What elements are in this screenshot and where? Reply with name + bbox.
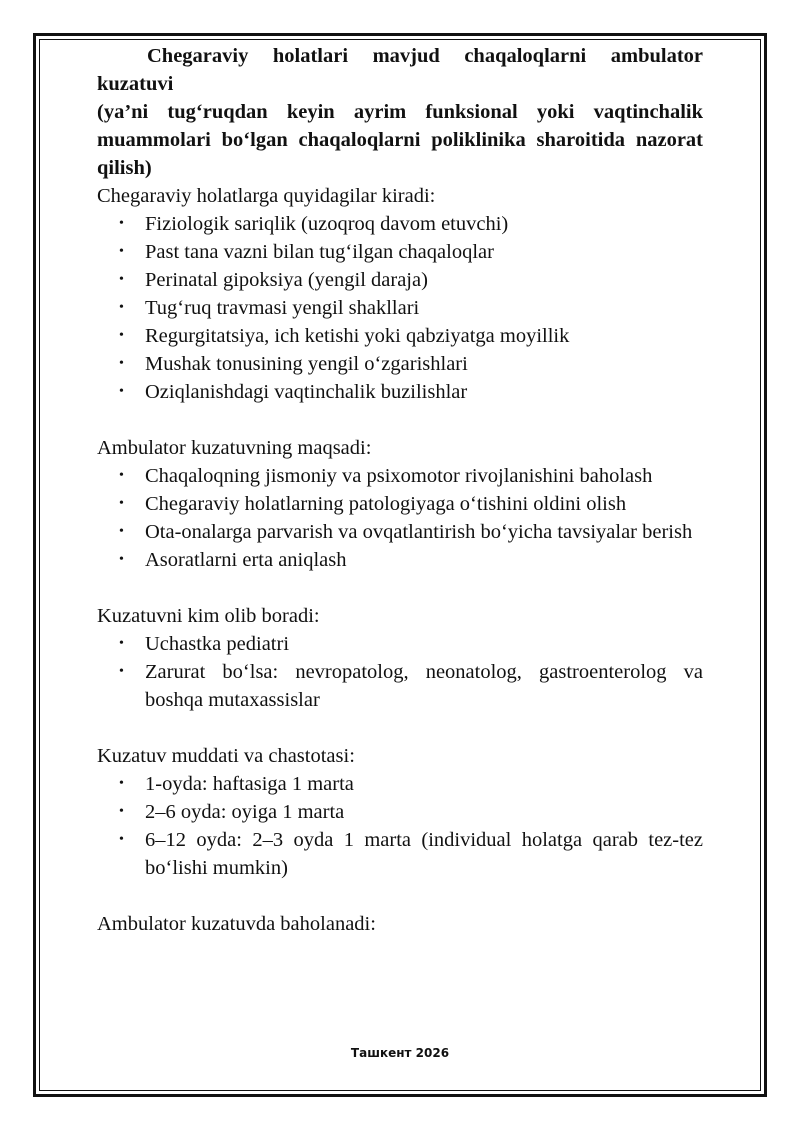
section-label-assessed: Ambulator kuzatuvda baholanadi: [97,913,376,935]
list-item: • Asoratlarni erta aniqlash [97,546,703,574]
section-label-who-observes: Kuzatuvni kim olib boradi: [97,605,320,627]
list-item: • Perinatal gipoksiya (yengil daraja) [97,266,703,294]
list-item: • Ota-onalarga parvarish va ovqatlantirish bo‘yicha tavsiyalar berish [97,518,703,546]
list-item: • Fiziologik sariqlik (uzoqroq davom etuvchi) [97,210,703,238]
list-item: • Chaqaloqning jismoniy va psixomotor rivojlanishini baholash [97,462,703,490]
page-footer: Ташкент 2026 [350,1046,450,1060]
paragraph-spacer [97,574,703,602]
section-label-frequency: Kuzatuv muddati va chastotasi: [97,745,355,767]
bullet-list-who-observes [97,630,703,714]
list-item: • Oziqlanishdagi vaqtinchalik buzilishlar [97,378,703,406]
list-item: • 1-oyda: haftasiga 1 marta [97,770,703,798]
list-item: • 6–12 oyda: 2–3 oyda 1 marta (individual holatga qarab tez-tez bo‘lishi mumkin) [97,826,703,882]
list-item: • Mushak tonusining yengil o‘zgarishlari [97,350,703,378]
bullet-list-frequency [97,770,703,882]
list-item: • 2–6 oyda: oyiga 1 marta [97,798,703,826]
paragraph-spacer [97,882,703,910]
document-title: Chegaraviy holatlari mavjud chaqaloqlarni ambulator kuzatuvi [97,45,703,95]
list-item: • Zarurat bo‘lsa: nevropatolog, neonatolog, gastroenterolog va boshqa mutaxassislar [97,658,703,714]
paragraph-spacer [97,406,703,434]
list-item: • Uchastka pediatri [97,630,703,658]
document-body [97,42,703,938]
section-label-included-conditions: Chegaraviy holatlarga quyidagilar kiradi: [97,185,436,207]
bullet-list-included-conditions [97,210,703,406]
section-label-goals: Ambulator kuzatuvning maqsadi: [97,437,372,459]
bullet-list-goals [97,462,703,574]
list-item: • Regurgitatsiya, ich ketishi yoki qabziyatga moyillik [97,322,703,350]
list-item: • Past tana vazni bilan tug‘ilgan chaqaloqlar [97,238,703,266]
list-item: • Tug‘ruq travmasi yengil shakllari [97,294,703,322]
paragraph-spacer [97,714,703,742]
document-subtitle: (ya’ni tug‘ruqdan keyin ayrim funksional yoki vaqtinchalik muammolari bo‘lgan chaqaloqlarni poliklinika sharoitida nazorat qilish) [97,101,703,179]
list-item: • Chegaraviy holatlarning patologiyaga o‘tishini oldini olish [97,490,703,518]
